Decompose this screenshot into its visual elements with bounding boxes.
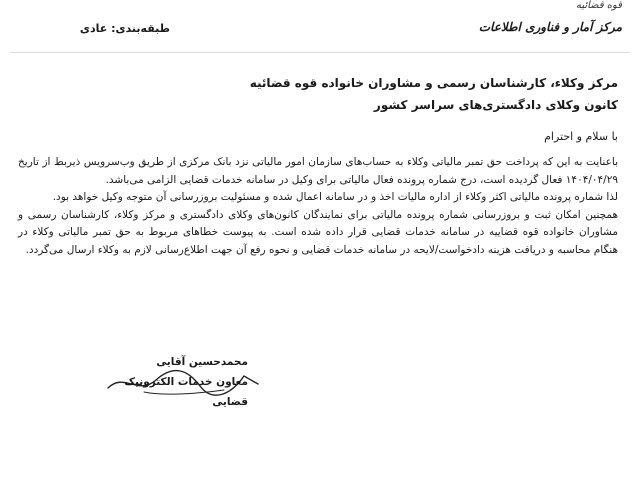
signatory-name: محمدحسین آقایی bbox=[156, 356, 248, 368]
signatory-title: معاون خدمات الکترونیک قضایی bbox=[124, 376, 248, 408]
body-paragraph-1: باعنایت به این که پرداخت حق تمبر مالیاتی وکلاء به حساب‌های سازمان امور مالیاتی نزد بانک مرکزی از طریق وب‌سرویس ذیربط از تاریخ ۱۴۰۴/۰۴/۲۹ فعال گردیده است، درج شماره پرونده فعال مالیاتی برای وکیل در سامانه خدمات قضایی الزامی می‌باشد. bbox=[18, 156, 618, 186]
letterhead bbox=[422, 0, 622, 44]
recipient-line1: مرکز وکلاء، کارشناسان رسمی و مشاوران خانواده قوه قضائیه bbox=[249, 76, 618, 90]
body-paragraph-3: همچنین امکان ثبت و بروزرسانی شماره پرونده مالیاتی برای نمایندگان کانون‌های وکلای دادگستری و مرکز وکلاء، کارشناسان رسمی و مشاوران خانواده قوه قضاییه در سامانه خدمات قضایی قرار داده شده است. به پیوست خطاهای مربوط به حق تمبر مالیاتی وکلاء در هنگام محاسبه و دریافت هزینه دادخواست/لایحه در سامانه خدمات قضایی و نحوه رفع آن جهت اطلاع‌رسانی لازم به وکلاء ارسال می‌گردد. bbox=[18, 208, 618, 256]
header-divider bbox=[10, 52, 630, 53]
classification-label: طبقه‌بندی: عادی bbox=[79, 22, 170, 35]
letter-body bbox=[18, 154, 618, 259]
recipient-line2: کانون وکلای دادگستری‌های سراسر کشور bbox=[373, 98, 618, 112]
header-left bbox=[20, 0, 170, 44]
letterhead-org-line1: قوه قضائیه bbox=[575, 0, 622, 11]
recipients-block bbox=[58, 72, 618, 116]
greeting: با سلام و احترام bbox=[544, 130, 618, 143]
letterhead-org-line2: مرکز آمار و فناوری اطلاعات bbox=[478, 20, 622, 34]
header-left-faded-text bbox=[20, 0, 170, 12]
signature-block bbox=[88, 352, 248, 412]
body-paragraph-2: لذا شماره پرونده مالیاتی اکثر وکلاء از اداره مالیات اخذ و در سامانه اعمال شده و مسئولیت بروزرسانی آن متوجه وکیل خواهد بود. bbox=[52, 191, 618, 203]
